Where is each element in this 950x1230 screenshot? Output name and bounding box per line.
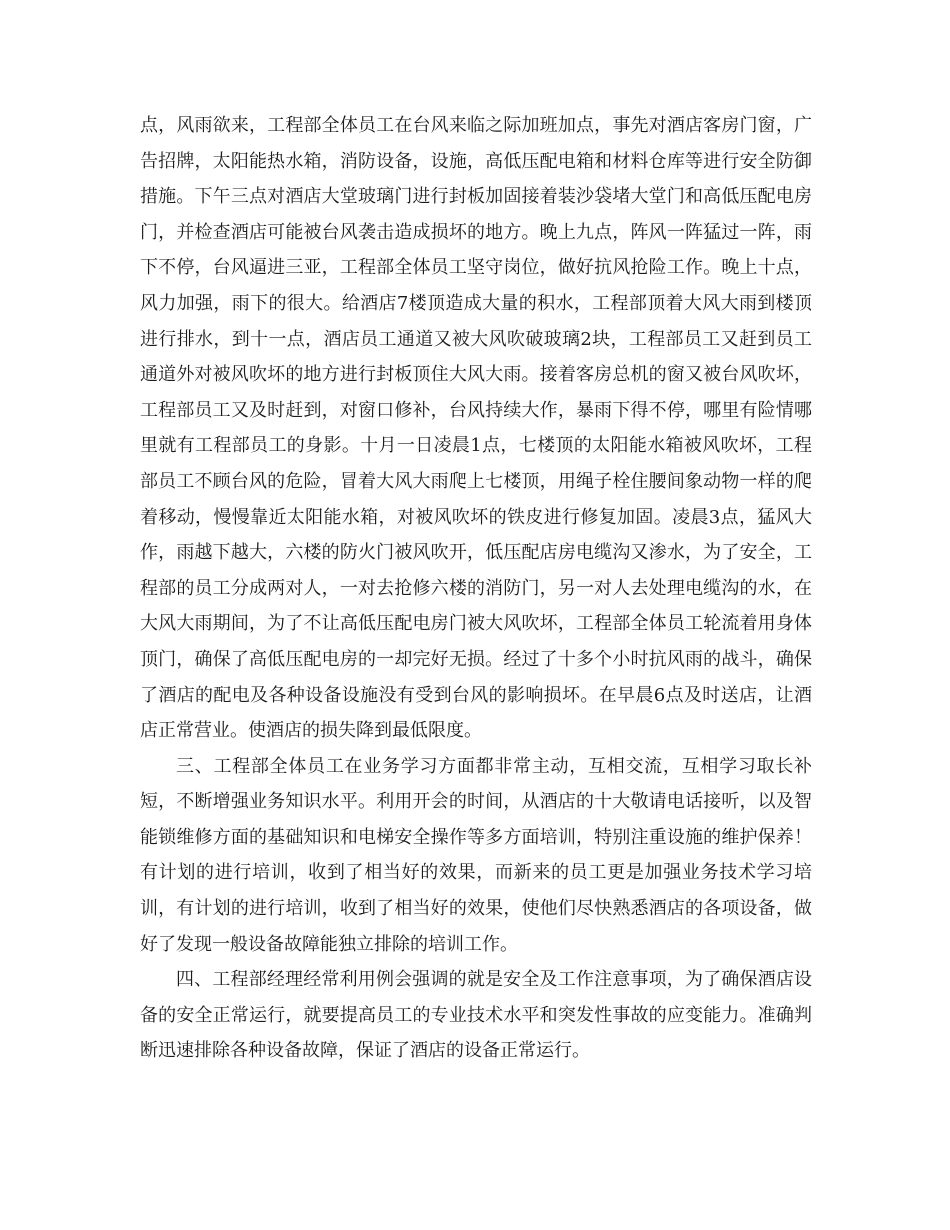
paragraph-typhoon-response: 点，风雨欲来，工程部全体员工在台风来临之际加班加点，事先对酒店客房门窗，广告招牌，太阳能热水箱，消防设备，设施，高低压配电箱和材料仓库等进行安全防御措施。下午三点对酒店大堂玻璃门进行封板加固接着装沙袋堵大堂门和高低压配电房门，并检查酒店可能被台风袭击造成损坏的地方。晚上九点，阵风一阵猛过一阵，雨下不停，台风逼进三亚，工程部全体员工坚守岗位，做好抗风抢险工作。晚上十点，风力加强，雨下的很大。给酒店7楼顶造成大量的积水，工程部顶着大风大雨到楼顶进行排水，到十一点，酒店员工通道又被大风吹破玻璃2块，工程部员工又赶到员工通道外对被风吹坏的地方进行封板顶住大风大雨。接着客房总机的窗又被台风吹坏，工程部员工又及时赶到，对窗口修补，台风持续大作，暴雨下得不停，哪里有险情哪里就有工程部员工的身影。十月一日凌晨1点，七楼顶的太阳能水箱被风吹坏，工程部员工不顾台风的危险，冒着大风大雨爬上七楼顶，用绳子栓住腰间象动物一样的爬着移动，慢慢靠近太阳能水箱，对被风吹坏的铁皮进行修复加固。凌晨3点，猛风大作，雨越下越大，六楼的防火门被风吹开，低压配店房电缆沟又渗水，为了安全，工程部的员工分成两对人，一对去抢修六楼的消防门，另一对人去处理电缆沟的水，在大风大雨期间，为了不让高低压配电房门被大风吹坏，工程部全体员工轮流着用身体顶门，确保了高低压配电房的一却完好无损。经过了十多个小时抗风雨的战斗，确保了酒店的配电及各种设备设施没有受到台风的影响损坏。在早晨6点及时送店，让酒店正常营业。使酒店的损失降到最低限度。 — [140, 115, 812, 742]
paragraph-section-four-safety: 四、工程部经理经常利用例会强调的就是安全及工作注意事项，为了确保酒店设备的安全正常运行，就要提高员工的专业技术水平和突发性事故的应变能力。准确判断迅速排除各种设备故障，保证了酒店的设备正常运行。 — [140, 969, 812, 1062]
paragraph-section-three-training: 三、工程部全体员工在业务学习方面都非常主动，互相交流，互相学习取长补短，不断增强业务知识水平。利用开会的时间，从酒店的十大敬请电话接听，以及智能锁维修方面的基础知识和电梯安全操作等多方面培训，特别注重设施的维护保养！有计划的进行培训，收到了相当好的效果，而新来的员工更是加强业务技术学习培训，有计划的进行培训，收到了相当好的效果，使他们尽快熟悉酒店的各项设备，做好了发现一般设备故障能独立排除的培训工作。 — [140, 755, 812, 955]
document-body — [140, 108, 812, 1069]
